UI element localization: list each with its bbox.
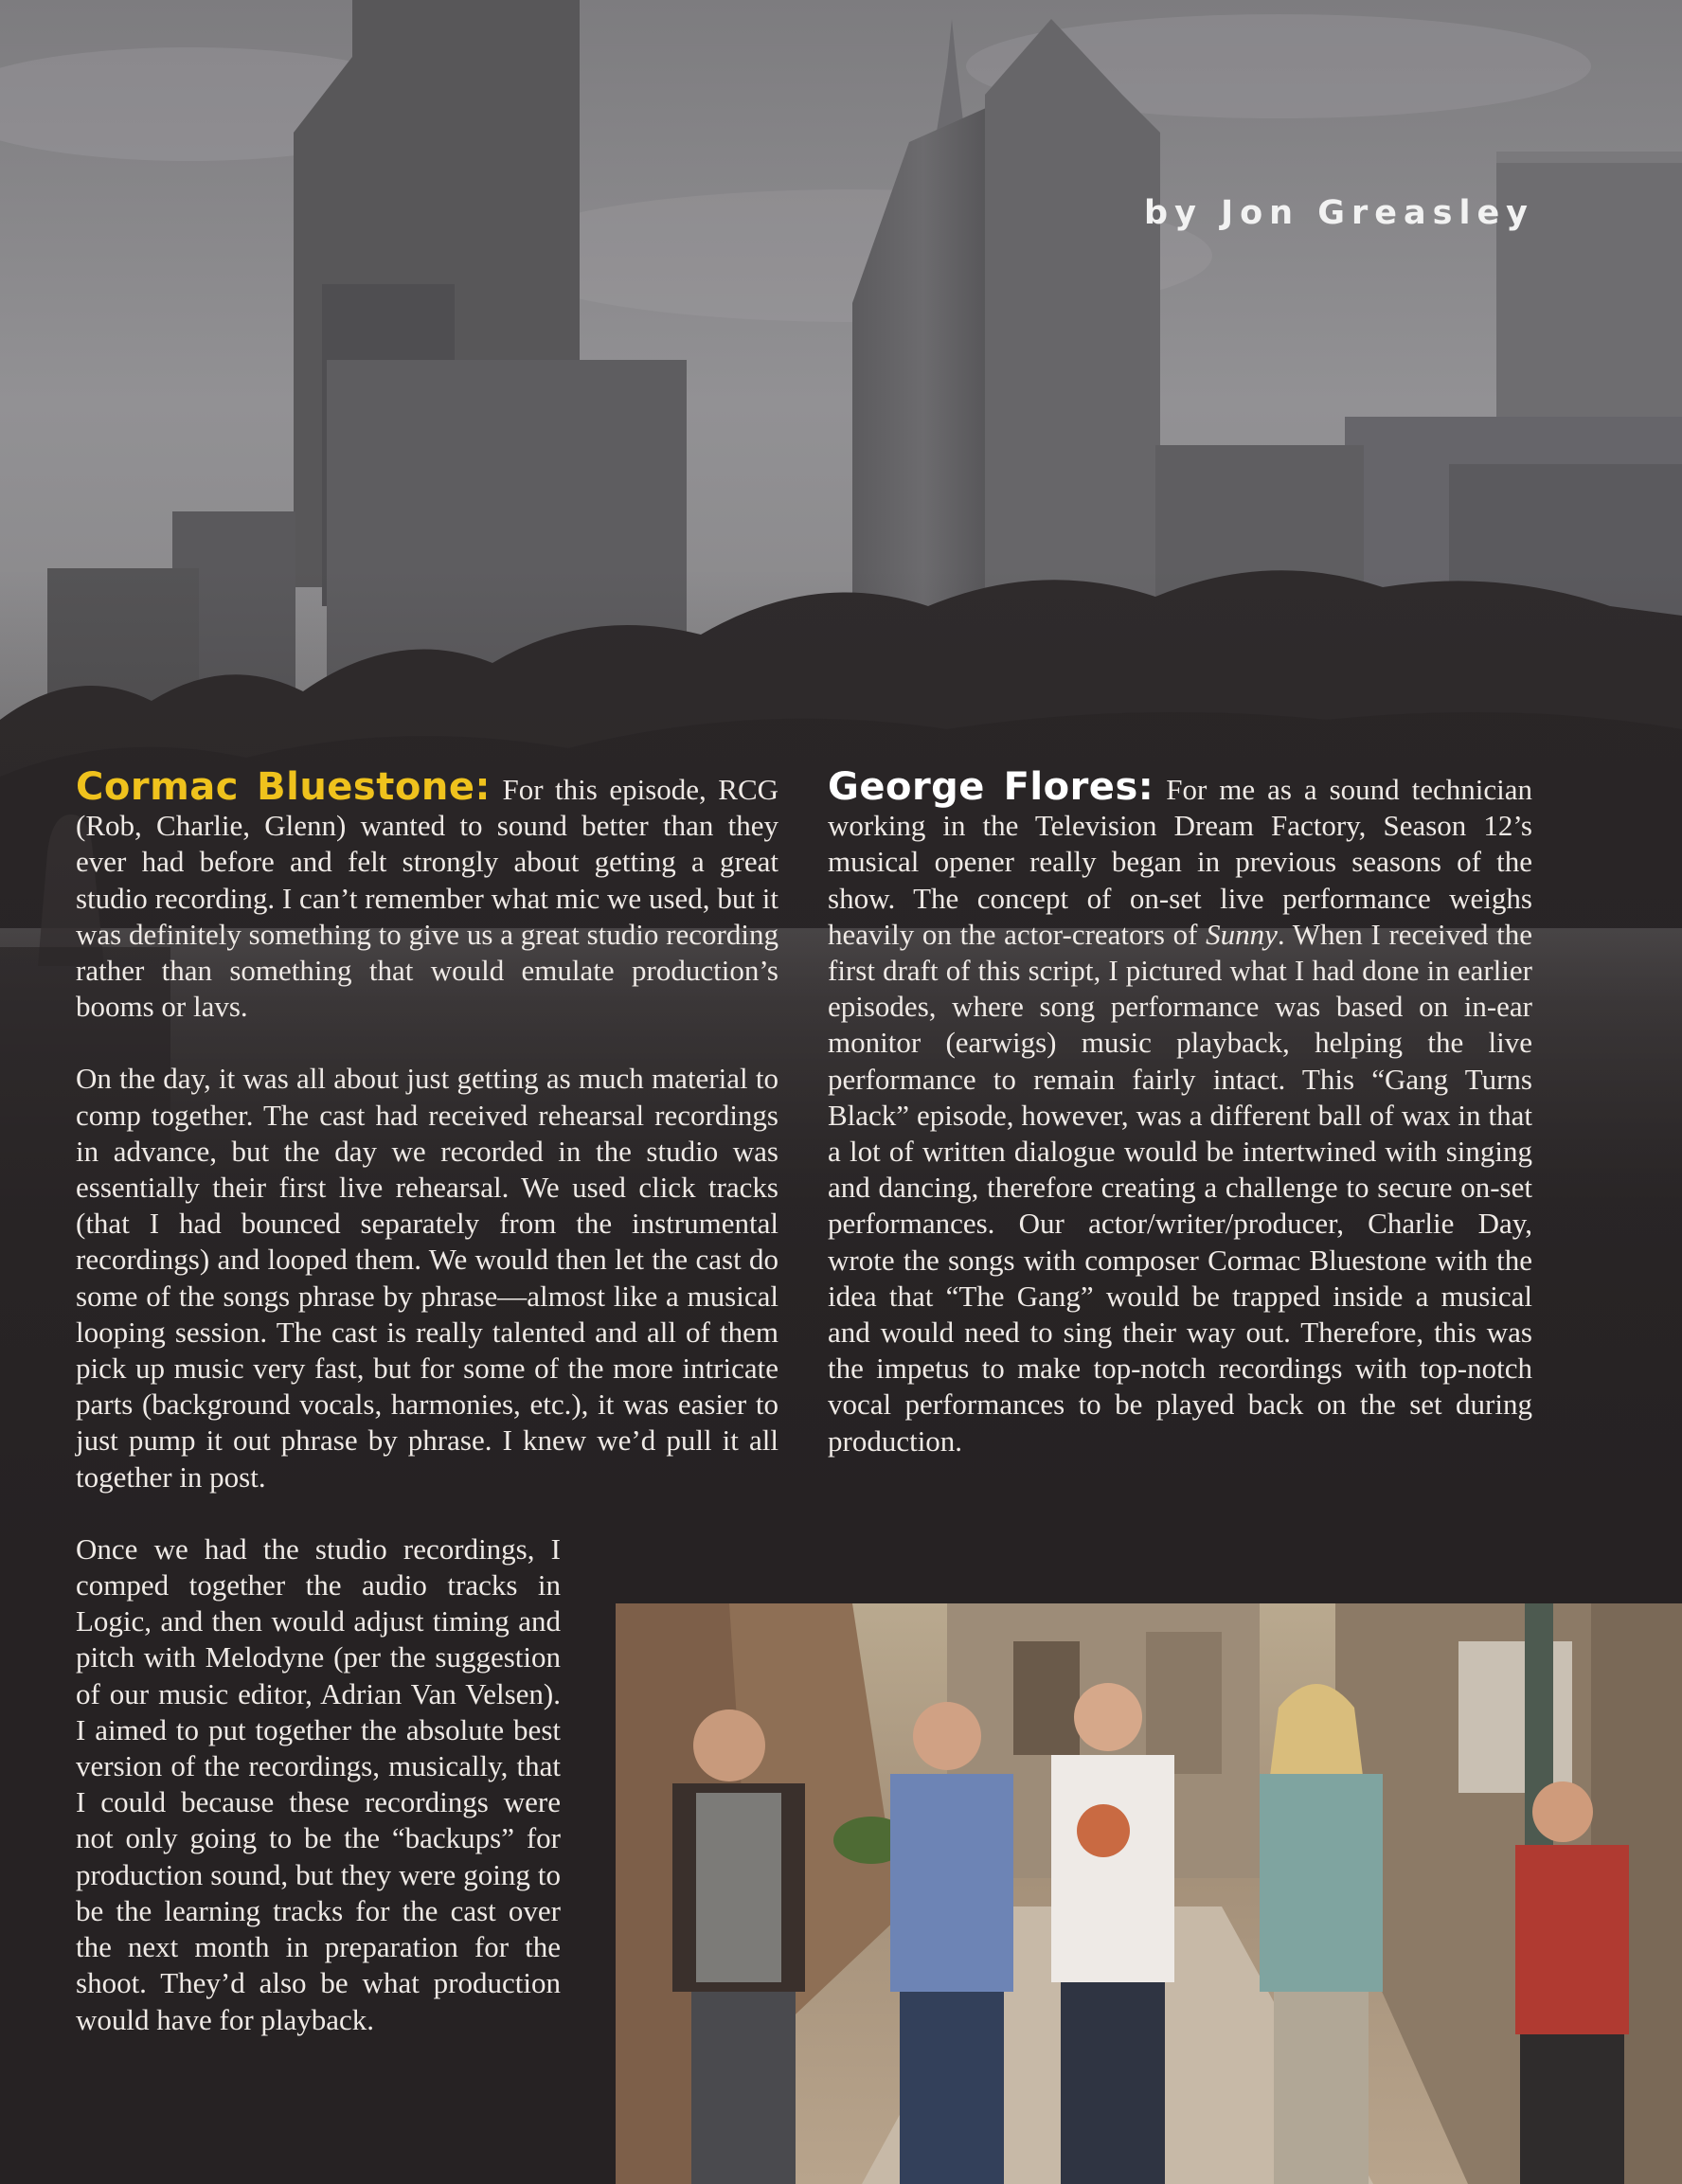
left-paragraph-1	[76, 765, 779, 1025]
byline: by Jon Greasley	[1144, 194, 1534, 232]
speaker-george-flores: George Flores:	[828, 765, 1154, 809]
show-title-italic: Sunny	[1206, 917, 1278, 951]
right-paragraph-1	[828, 765, 1532, 1459]
right-text-part-2: . When I received the first draft of this script, I pictured what I had done in earlier episodes, where song performance was based on in-ear monitor (earwigs) music playback, helping the live performance to remain fairly intact. This “Gang Turns Black” episode, however, was a different ball of wax in that a lot of written dialogue would be intertwined with singing and dancing, therefore creating a challenge to secure on-set performances. Our actor/writer/producer, Charlie Day, wrote the songs with composer Cormac Bluestone with the idea that “The Gang” would be trapped inside a musical and would need to sing their way out. Therefore, this was the impetus to make top-notch recordings with top-notch vocal performances to be played back on the set during production.	[828, 917, 1532, 1458]
left-paragraph-3: Once we had the studio recordings, I comped together the audio tracks in Logic, and then would adjust timing and pitch with Melodyne (per the suggestion of our music editor, Adrian Van Velsen). I aimed to put together the absolute best version of the recordings, musically, that I could because these recordings were not only going to be the “backups” for production sound, but they were going to be the learning tracks for the cast over the next month in preparation for the shoot. They’d also be what production would have for playback.	[76, 1531, 561, 2036]
left-paragraph-1-text: For this episode, RCG (Rob, Charlie, Glenn) wanted to sound better than they ever had before and felt strongly about getting a great studio recording. I can’t remember what mic we used, but it was definitely something to give us a great studio recording rather than something that would emulate production’s booms or lavs.	[76, 773, 779, 1024]
right-column	[828, 765, 1532, 1495]
right-text-part-1: For me as a sound technician working in the Television Dream Factory, Season 12’s musical opener really began in previous seasons of the show. The concept of on-set live performance weighs heavily on the actor-creators of	[828, 773, 1532, 951]
photo-text-wrap-spacer	[561, 1575, 778, 2105]
figure-2	[890, 1702, 1013, 2184]
figure-3	[1051, 1683, 1174, 2184]
speaker-cormac-bluestone: Cormac Bluestone:	[76, 765, 491, 809]
left-paragraph-2: On the day, it was all about just getting as much material to comp together. The cast had received rehearsal recordings in advance, but the day we recorded in the studio was essentially their first live rehearsal. We used click tracks (that I had bounced separately from the instrumental recordings) and looped them. We would then let the cast do some of the songs phrase by phrase—almost like a musical looping session. The cast is really talented and all of them pick up music very fast, but for some of the more intricate parts (background vocals, harmonies, etc.), it was easier to just pump it out phrase by phrase. I knew we’d pull it all together in post.	[76, 1062, 778, 1494]
left-column	[76, 765, 779, 2105]
